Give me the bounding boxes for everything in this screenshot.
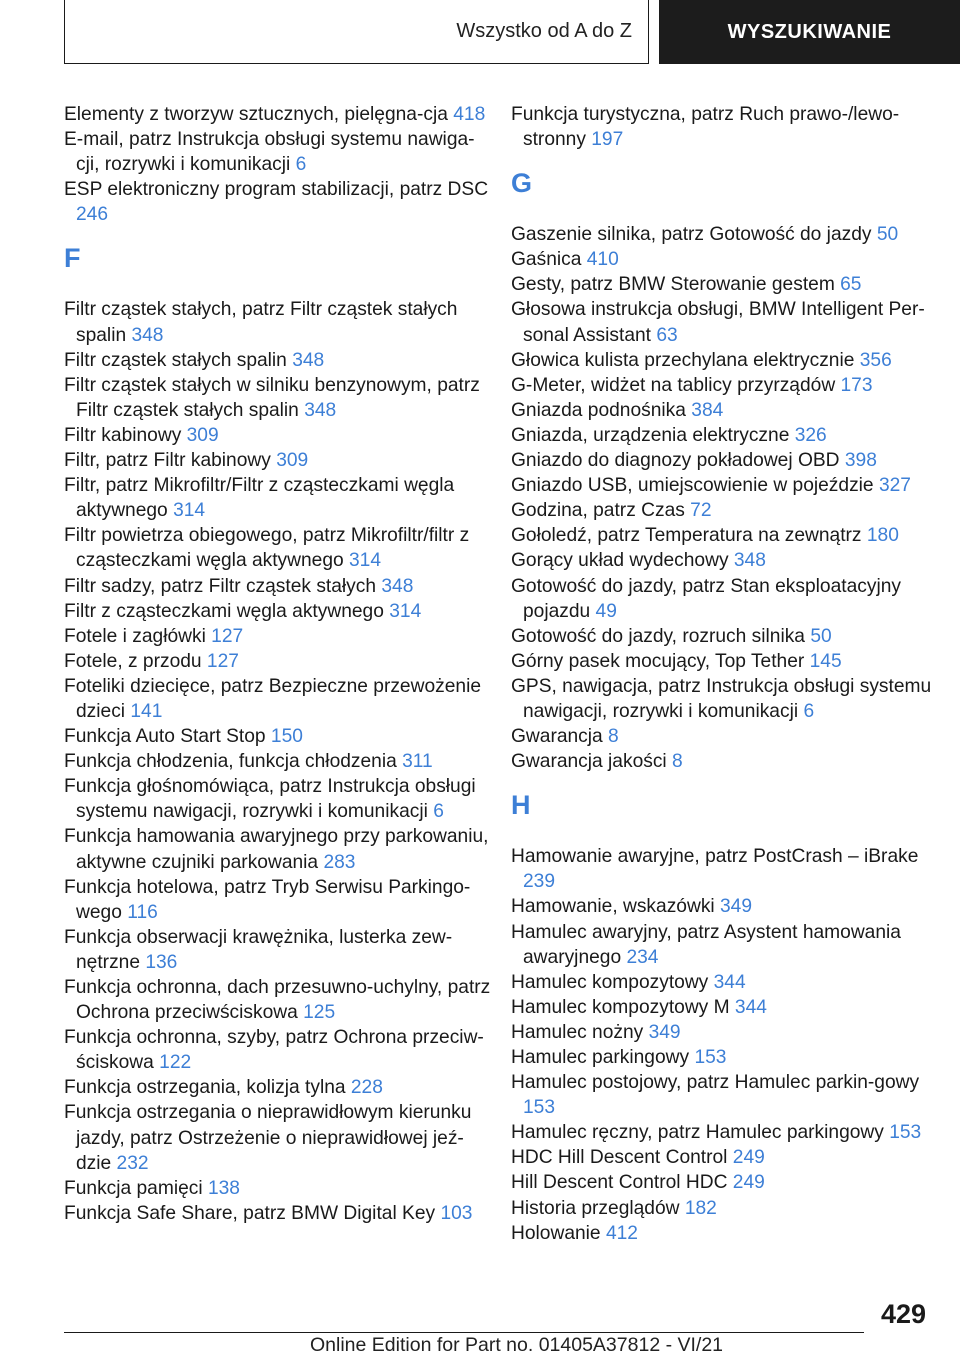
page-reference-link[interactable]: 348 bbox=[292, 349, 325, 371]
page-reference-link[interactable]: 173 bbox=[840, 374, 873, 396]
page-reference-link[interactable]: 348 bbox=[733, 550, 766, 572]
index-entry-text: Gołoledź, patrz Temperatura na zewnątrz bbox=[511, 525, 867, 547]
page-reference-link[interactable]: 153 bbox=[694, 1047, 727, 1068]
page-reference-link[interactable]: 309 bbox=[186, 424, 219, 446]
index-entry bbox=[511, 1145, 941, 1170]
index-entry bbox=[511, 920, 941, 970]
index-entry-text: Gniazda, urządzenia elektryczne bbox=[511, 424, 795, 446]
page-reference-link[interactable]: 344 bbox=[734, 996, 767, 1018]
page-reference-link[interactable]: 150 bbox=[270, 726, 303, 748]
index-entry bbox=[64, 674, 494, 724]
index-entry bbox=[511, 247, 941, 272]
tab-search[interactable] bbox=[659, 0, 960, 64]
index-entry-text: Funkcja obserwacji krawężnika, lusterka zew‐nętrzne bbox=[64, 926, 453, 973]
index-entry-text: Filtr sadzy, patrz Filtr cząstek stałych bbox=[64, 575, 382, 597]
index-entry-text: E-mail, patrz Instrukcja obsługi systemu nawiga‐cji, rozrywki i komunikacji bbox=[64, 129, 475, 176]
index-section-letter: G bbox=[511, 168, 533, 199]
page-reference-link[interactable]: 153 bbox=[523, 1097, 556, 1119]
page-reference-link[interactable]: 314 bbox=[389, 600, 422, 622]
page-reference-link[interactable]: 197 bbox=[591, 129, 624, 151]
index-entry bbox=[64, 624, 494, 649]
page-reference-link[interactable]: 49 bbox=[595, 600, 617, 622]
index-entry bbox=[64, 297, 494, 347]
index-entry bbox=[511, 1120, 941, 1145]
index-entry bbox=[511, 1170, 941, 1195]
index-entry bbox=[511, 473, 941, 498]
index-entry bbox=[511, 1045, 941, 1070]
index-entry bbox=[64, 1100, 494, 1175]
index-entry-text: Gaszenie silnika, patrz Gotowość do jazdy bbox=[511, 224, 877, 246]
page-reference-link[interactable]: 344 bbox=[713, 971, 746, 993]
index-entry-text: Głosowa instrukcja obsługi, BMW Intelligent Per‐sonal Assistant bbox=[511, 299, 925, 346]
index-entry-text: Funkcja głośnomówiąca, patrz Instrukcja obsługi systemu nawigacji, rozrywki i komunikacji bbox=[64, 776, 476, 823]
index-entry bbox=[511, 373, 941, 398]
index-entry-text: Filtr powietrza obiegowego, patrz Mikrofiltr/filtr z cząsteczkami węgla aktywnego bbox=[64, 525, 470, 572]
page-reference-link[interactable]: 6 bbox=[295, 154, 307, 176]
index-entry-text: Filtr z cząsteczkami węgla aktywnego bbox=[64, 600, 390, 622]
page-reference-link[interactable]: 283 bbox=[323, 851, 356, 873]
index-entry-text: Hamulec kompozytowy M bbox=[511, 996, 735, 1018]
index-entry bbox=[64, 1176, 494, 1201]
index-entry bbox=[511, 272, 941, 297]
index-entry bbox=[511, 423, 941, 448]
index-entry bbox=[64, 774, 494, 824]
index-entry bbox=[511, 574, 941, 624]
index-entry-text: G-Meter, widżet na tablicy przyrządów bbox=[511, 374, 841, 396]
index-entry-text: Funkcja chłodzenia, funkcja chłodzenia bbox=[64, 751, 403, 773]
page-reference-link[interactable]: 6 bbox=[433, 801, 444, 823]
index-entry bbox=[64, 448, 494, 473]
index-entry bbox=[64, 523, 494, 573]
index-entry-text: Gniazda podnośnika bbox=[511, 399, 692, 421]
index-entry bbox=[511, 749, 941, 774]
index-entry-text: Gniazdo do diagnozy pokładowej OBD bbox=[511, 450, 845, 472]
index-entry bbox=[511, 649, 941, 674]
index-entry bbox=[64, 1075, 494, 1100]
index-entry-text: Hamulec parkingowy bbox=[511, 1047, 695, 1068]
index-entry-text: Funkcja ostrzegania, kolizja tylna bbox=[64, 1077, 351, 1099]
index-entry-text: Funkcja ochronna, dach przesuwno-uchylny, patrz Ochrona przeciwściskowa bbox=[64, 977, 491, 1024]
index-entry bbox=[64, 473, 494, 523]
page-reference-link[interactable]: 410 bbox=[586, 249, 619, 271]
index-entry bbox=[511, 970, 941, 995]
page-reference-link[interactable]: 249 bbox=[732, 1147, 765, 1169]
index-entry-text: Hamowanie, wskazówki bbox=[511, 896, 721, 918]
index-entry-text: Gesty, patrz BMW Sterowanie gestem bbox=[511, 274, 841, 296]
index-entry-text: Historia przeglądów bbox=[511, 1197, 685, 1219]
page-reference-link[interactable]: 65 bbox=[840, 274, 862, 296]
edition-footer: Online Edition for Part no. 01405A37812 - VI/21 bbox=[310, 1334, 724, 1356]
page-reference-link[interactable]: 8 bbox=[608, 726, 619, 748]
page-reference-link[interactable]: 398 bbox=[844, 450, 877, 472]
index-entry-text: Fotele, z przodu bbox=[64, 650, 207, 672]
index-column-right bbox=[511, 102, 941, 1246]
index-entry bbox=[511, 995, 941, 1020]
index-entry bbox=[511, 1196, 941, 1221]
index-entry bbox=[64, 925, 494, 975]
index-entry-text: Gotowość do jazdy, rozruch silnika bbox=[511, 625, 811, 647]
index-entry-text: Filtr cząstek stałych w silniku benzynowym, patrz Filtr cząstek stałych spalin bbox=[64, 374, 480, 421]
index-entry bbox=[511, 1020, 941, 1045]
page-reference-link[interactable]: 63 bbox=[656, 324, 678, 346]
index-entry-text: Fotele i zagłówki bbox=[64, 625, 212, 647]
page-reference-link[interactable]: 249 bbox=[732, 1172, 765, 1194]
index-entry bbox=[511, 448, 941, 473]
index-entry-text: Hamulec awaryjny, patrz Asystent hamowania awaryjnego bbox=[511, 921, 901, 968]
index-entry bbox=[511, 523, 941, 548]
index-entry-text: Funkcja Safe Share, patrz BMW Digital Key bbox=[64, 1202, 441, 1224]
index-entry bbox=[511, 297, 941, 347]
page-reference-link[interactable]: 72 bbox=[690, 500, 712, 522]
index-entry bbox=[64, 875, 494, 925]
index-entry bbox=[511, 1221, 941, 1246]
index-entry-text: Hill Descent Control HDC bbox=[511, 1172, 733, 1194]
index-entry bbox=[511, 498, 941, 523]
index-entry-text: Filtr cząstek stałych spalin bbox=[64, 349, 293, 371]
page-reference-link[interactable]: 182 bbox=[684, 1197, 717, 1219]
page-reference-link[interactable]: 412 bbox=[605, 1222, 638, 1244]
page-reference-link[interactable]: 6 bbox=[803, 700, 815, 722]
index-entry-text: Funkcja ostrzegania o nieprawidłowym kierunku jazdy, patrz Ostrzeżenie o nieprawidłowej jeź‐dzie bbox=[64, 1102, 472, 1174]
index-entry-text: Gotowość do jazdy, patrz Stan eksploatacyjny pojazdu bbox=[511, 575, 901, 622]
index-entry bbox=[64, 749, 494, 774]
index-entry-text: Funkcja Auto Start Stop bbox=[64, 726, 271, 748]
index-entry bbox=[511, 222, 941, 247]
index-entry bbox=[64, 373, 494, 423]
index-entry bbox=[64, 824, 494, 874]
index-entry-text: Funkcja hotelowa, patrz Tryb Serwisu Parkingo‐wego bbox=[64, 876, 471, 923]
index-section-letter: F bbox=[64, 243, 81, 274]
index-entry bbox=[511, 624, 941, 649]
page-reference-link[interactable]: 327 bbox=[878, 475, 911, 497]
index-section-letter: H bbox=[511, 790, 531, 821]
index-entry-text: Funkcja pamięci bbox=[64, 1177, 208, 1199]
index-entry bbox=[511, 894, 941, 919]
tab-search-label: WYSZUKIWANIE bbox=[727, 20, 892, 43]
page-reference-link[interactable]: 311 bbox=[402, 751, 433, 773]
index-entry bbox=[511, 102, 941, 152]
index-column-left bbox=[64, 102, 494, 1226]
page-reference-link[interactable]: 348 bbox=[304, 399, 337, 421]
index-entry-text: Gaśnica bbox=[511, 249, 587, 271]
index-entry-text: Hamulec postojowy, patrz Hamulec parkin‐gowy bbox=[511, 1072, 920, 1094]
index-entry-text: Elementy z tworzyw sztucznych, pielęgna‐cja bbox=[64, 104, 454, 125]
page-reference-link[interactable]: 122 bbox=[159, 1052, 192, 1074]
page-reference-link[interactable]: 348 bbox=[131, 324, 164, 346]
index-entry bbox=[64, 599, 494, 624]
index-entry-text: Hamowanie awaryjne, patrz PostCrash – iBrake bbox=[511, 846, 919, 868]
index-entry-text: Funkcja turystyczna, patrz Ruch prawo-/lewo‐stronny bbox=[511, 104, 900, 151]
index-entry-text: Funkcja ochronna, szyby, patrz Ochrona przeciw‐ściskowa bbox=[64, 1027, 484, 1074]
page-reference-link[interactable]: 141 bbox=[130, 700, 163, 722]
header-tabs bbox=[64, 0, 960, 66]
page-reference-link[interactable]: 180 bbox=[866, 525, 899, 547]
page-reference-link[interactable]: 239 bbox=[523, 871, 556, 893]
page-reference-link[interactable]: 246 bbox=[76, 204, 109, 226]
page-reference-link[interactable]: 127 bbox=[206, 650, 239, 672]
index-entry bbox=[511, 844, 941, 894]
page-reference-link[interactable]: 116 bbox=[127, 901, 158, 923]
tab-index[interactable] bbox=[64, 0, 649, 64]
page-reference-link[interactable]: 348 bbox=[381, 575, 414, 597]
index-entry-text: Gniazdo USB, umiejscowienie w pojeździe bbox=[511, 475, 879, 497]
index-entry bbox=[64, 102, 494, 127]
index-entry-text: Foteliki dziecięce, patrz Bezpieczne przewożenie dzieci bbox=[64, 675, 482, 722]
index-entry-text: Górny pasek mocujący, Top Tether bbox=[511, 650, 810, 672]
footer-divider bbox=[64, 1332, 864, 1333]
page-reference-link[interactable]: 314 bbox=[173, 500, 206, 522]
index-entry-text: Hamulec ręczny, patrz Hamulec parkingowy bbox=[511, 1122, 890, 1144]
index-entry-text: Filtr, patrz Mikrofiltr/Filtr z cząsteczkami węgla aktywnego bbox=[64, 475, 455, 522]
index-entry bbox=[64, 574, 494, 599]
index-entry bbox=[511, 724, 941, 749]
index-entry-text: Hamulec kompozytowy bbox=[511, 971, 714, 993]
page-reference-link[interactable]: 136 bbox=[145, 951, 178, 973]
index-entry bbox=[511, 548, 941, 573]
index-entry bbox=[64, 1025, 494, 1075]
index-entry-text: Hamulec nożny bbox=[511, 1021, 649, 1043]
page-reference-link[interactable]: 103 bbox=[440, 1202, 473, 1224]
page-reference-link[interactable]: 309 bbox=[276, 450, 309, 472]
index-entry bbox=[511, 1070, 941, 1120]
index-entry-text: Gwarancja bbox=[511, 726, 609, 748]
index-entry bbox=[511, 398, 941, 423]
tab-index-label: Wszystko od A do Z bbox=[456, 20, 632, 42]
page-reference-link[interactable]: 50 bbox=[876, 224, 899, 246]
page-reference-link[interactable]: 50 bbox=[810, 625, 832, 647]
page-reference-link[interactable]: 384 bbox=[691, 399, 724, 421]
page-reference-link[interactable]: 228 bbox=[350, 1077, 383, 1099]
page-reference-link[interactable]: 234 bbox=[626, 946, 659, 968]
index-entry bbox=[511, 674, 941, 724]
index-entry bbox=[64, 423, 494, 448]
index-entry bbox=[511, 348, 941, 373]
index-entry-text: Gorący układ wydechowy bbox=[511, 550, 734, 572]
index-entry bbox=[64, 975, 494, 1025]
index-entry-text: Holowanie bbox=[511, 1222, 606, 1244]
index-entry bbox=[64, 1201, 494, 1226]
index-entry-text: Godzina, patrz Czas bbox=[511, 500, 691, 522]
index-entry-text: Funkcja hamowania awaryjnego przy parkowaniu, aktywne czujniki parkowania bbox=[64, 826, 489, 873]
index-entry-text: Filtr kabinowy bbox=[64, 424, 187, 446]
index-entry bbox=[64, 127, 494, 177]
index-entry-text: HDC Hill Descent Control bbox=[511, 1147, 733, 1169]
page-reference-link[interactable]: 349 bbox=[648, 1021, 681, 1043]
index-entry-text: Gwarancja jakości bbox=[511, 751, 673, 773]
page-reference-link[interactable]: 326 bbox=[794, 424, 827, 446]
index-entry-text: GPS, nawigacja, patrz Instrukcja obsługi systemu nawigacji, rozrywki i komunikacji bbox=[511, 675, 932, 722]
page-number: 429 bbox=[880, 1299, 926, 1329]
index-entry bbox=[64, 348, 494, 373]
index-entry-text: Filtr, patrz Filtr kabinowy bbox=[64, 450, 277, 472]
page-reference-link[interactable]: 349 bbox=[720, 896, 753, 918]
index-entry-text: ESP elektroniczny program stabilizacji, patrz DSC bbox=[64, 179, 489, 201]
page-reference-link[interactable]: 356 bbox=[859, 349, 892, 371]
page-reference-link[interactable]: 232 bbox=[116, 1152, 149, 1174]
index-entry-text: Filtr cząstek stałych, patrz Filtr cząstek stałych spalin bbox=[64, 299, 458, 346]
page-reference-link[interactable]: 153 bbox=[889, 1122, 922, 1144]
page-reference-link[interactable]: 145 bbox=[809, 650, 842, 672]
page-reference-link[interactable]: 8 bbox=[672, 751, 683, 773]
page-reference-link[interactable]: 125 bbox=[303, 1002, 336, 1024]
index-entry bbox=[64, 649, 494, 674]
index-entry bbox=[64, 177, 494, 227]
page-reference-link[interactable]: 314 bbox=[349, 550, 382, 572]
page-reference-link[interactable]: 127 bbox=[211, 625, 244, 647]
index-entry-text: Głowica kulista przechylana elektrycznie bbox=[511, 349, 860, 371]
page-reference-link[interactable]: 418 bbox=[453, 104, 486, 125]
index-entry bbox=[64, 724, 494, 749]
page-reference-link[interactable]: 138 bbox=[207, 1177, 240, 1199]
